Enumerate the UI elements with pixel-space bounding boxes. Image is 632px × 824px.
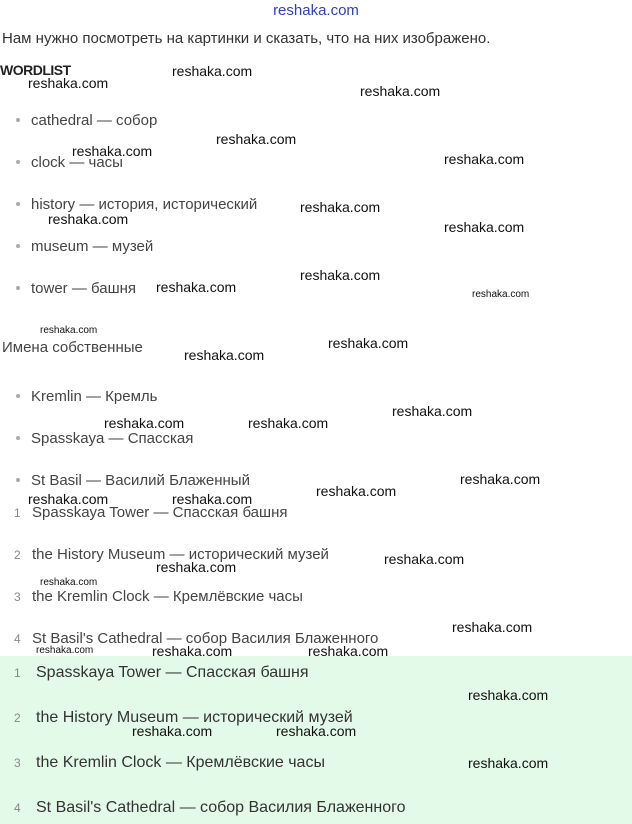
proper-name-text: Spasskaya — Спасская [31,430,194,447]
watermark: reshaka.com [172,63,253,79]
proper-name-item [16,388,157,405]
wordlist-heading: WORDLIST [0,62,71,78]
watermark: reshaka.com [72,143,153,159]
item-number: 4 [14,632,21,646]
proper-name-item [16,430,193,447]
watermark: reshaka.com [316,483,397,499]
watermark: reshaka.com [40,325,98,336]
watermark: reshaka.com [40,577,98,588]
item-number: 3 [14,590,21,604]
bullet-icon [16,202,20,206]
watermark: reshaka.com [360,83,441,99]
watermark: reshaka.com [216,131,297,147]
watermark: reshaka.com [444,151,525,167]
numbered-item-text: the History Museum — исторический музей [32,546,329,563]
wordlist-item [16,112,157,129]
item-number: 1 [14,506,21,520]
site-link[interactable]: reshaka.com [273,2,359,19]
wordlist-item-text: tower — башня [31,280,137,297]
wordlist-item-text: museum — музей [31,238,154,255]
watermark: reshaka.com [156,279,237,295]
watermark: reshaka.com [384,551,465,567]
watermark: reshaka.com [300,199,381,215]
watermark: reshaka.com [248,415,329,431]
wordlist-item-text: history — история, исторический [31,196,258,213]
numbered-item-text: Spasskaya Tower — Спасская башня [32,504,288,521]
watermark: reshaka.com [308,643,389,659]
watermark: reshaka.com [276,723,357,739]
bullet-icon [16,394,20,398]
watermark: reshaka.com [36,645,94,656]
answer-text: the History Museum — исторический музей [36,709,353,726]
numbered-item-text: St Basil's Cathedral — собор Василия Блаженного [32,630,379,647]
proper-name-text: St Basil — Василий Блаженный [31,472,250,489]
watermark: reshaka.com [472,289,530,300]
item-number: 3 [14,756,21,770]
watermark: reshaka.com [300,267,381,283]
intro-text: Нам нужно посмотреть на картинки и сказать, что на них изображено. [2,30,491,47]
proper-name-item [16,472,250,489]
bullet-icon [16,118,20,122]
answer-text: the Kremlin Clock — Кремлёвские часы [36,754,325,771]
item-number: 1 [14,666,21,680]
item-number: 4 [14,801,21,815]
watermark: reshaka.com [468,755,549,771]
item-number: 2 [14,548,21,562]
proper-name-text: Kremlin — Кремль [31,388,158,405]
bullet-icon [16,286,20,290]
answer-item [14,754,325,772]
watermark: reshaka.com [328,335,409,351]
answer-box [0,656,632,824]
watermark: reshaka.com [172,491,253,507]
bullet-icon [16,244,20,248]
wordlist-item-text: cathedral — собор [31,112,158,129]
watermark: reshaka.com [460,471,541,487]
proper-names-heading: Имена собственные [2,339,143,356]
watermark: reshaka.com [28,491,109,507]
numbered-item-text: the Kremlin Clock — Кремлёвские часы [32,588,303,605]
watermark: reshaka.com [444,219,525,235]
watermark: reshaka.com [152,643,233,659]
watermark: reshaka.com [48,211,129,227]
wordlist-item [16,238,153,255]
bullet-icon [16,160,20,164]
watermark: reshaka.com [392,403,473,419]
numbered-item [14,588,303,605]
bullet-icon [16,478,20,482]
watermark: reshaka.com [132,723,213,739]
answer-item [14,664,309,682]
bullet-icon [16,436,20,440]
watermark: reshaka.com [184,347,265,363]
watermark: reshaka.com [468,687,549,703]
answer-text: Spasskaya Tower — Спасская башня [36,664,309,681]
wordlist-item-text: clock — часы [31,154,123,171]
watermark: reshaka.com [28,75,109,91]
answer-text: St Basil's Cathedral — собор Василия Блаженного [36,799,406,816]
watermark: reshaka.com [104,415,185,431]
watermark: reshaka.com [156,559,237,575]
watermark: reshaka.com [452,619,533,635]
item-number: 2 [14,711,21,725]
wordlist-item [16,280,136,297]
answer-item [14,799,406,817]
